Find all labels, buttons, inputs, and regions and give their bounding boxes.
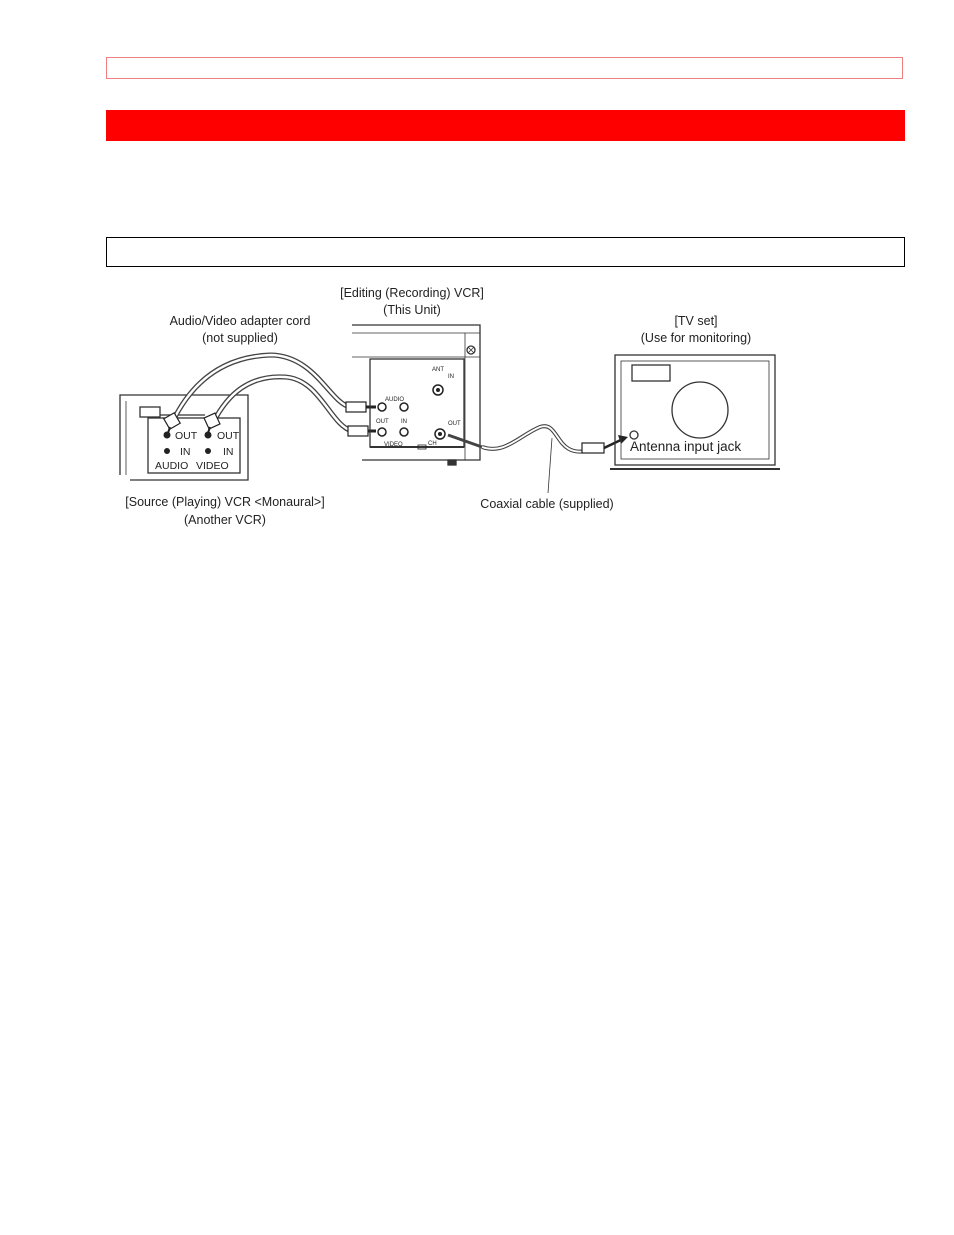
section-title-bar [106,110,905,141]
unit-out-label: OUT [376,419,389,425]
editing-vcr [352,325,480,465]
ant-label: ANT [432,367,444,373]
source-jacks [155,430,240,472]
subsection-title-box [106,237,905,267]
source-vcr-label-line2: (Another VCR) [184,513,266,527]
antenna-input-jack-label: Antenna input jack [630,439,742,454]
connection-diagram [0,275,954,540]
ant-in-label: IN [448,374,454,380]
rf-out-label: OUT [448,421,461,427]
source-in2-label: IN [223,446,234,458]
adapter-cord-label-line1: Audio/Video adapter cord [169,314,311,328]
unit-audio-label: AUDIO [385,397,405,403]
editing-vcr-label-line2: (This Unit) [383,303,441,317]
adapter-cord [172,355,352,431]
tv-label-line1: [TV set] [674,314,718,328]
source-video-label: VIDEO [196,460,229,472]
source-out2-label: OUT [217,430,240,442]
unit-in-label: IN [401,419,407,425]
unit-plugs [346,402,376,436]
editing-vcr-label-line1: [Editing (Recording) VCR] [340,286,484,300]
source-audio-label: AUDIO [155,460,189,472]
tv-label-line2: (Use for monitoring) [640,331,752,345]
header-box [106,57,903,79]
coaxial-cable-label: Coaxial cable (supplied) [480,497,614,511]
unit-jacks [376,367,461,449]
adapter-cord-label-line2: (not supplied) [202,331,278,345]
unit-video-label: VIDEO [384,442,403,448]
source-in1-label: IN [180,446,191,458]
source-vcr-label-line1: [Source (Playing) VCR <Monaural>] [125,495,325,509]
source-out1-label: OUT [175,430,198,442]
ch-label: CH [428,441,437,447]
